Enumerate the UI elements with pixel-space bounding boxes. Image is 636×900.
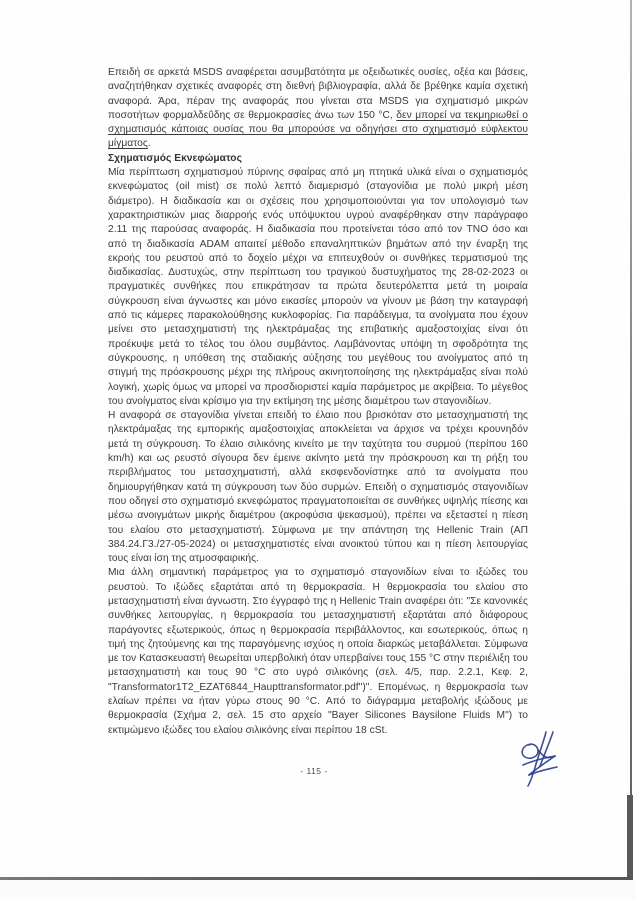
- paragraph-viscosity-temperature: Μια άλλη σημαντική παράμετρος για το σχηματισμό σταγονιδίων είναι το ιξώδες του ρευστού. Το ιξώδες εξαρτάται από τη θερμοκρασία. Η θερμοκρασία του ελαίου στο μετασχηματιστή είναι άγνωστη. Στο έγγραφό της η Hellenic Train αναφέρει ότι: "Σε κανονικές συνθήκες λειτουργίας, η θερμοκρασία του μετασχηματιστή εξαρτάται από διάφορους παράγοντες εξωτερικούς, όπως η θερμοκρασία περιβάλλοντος, και εσωτερικούς, όπως η τιμή της ζητούμενης και της παραγόμενης ισχύος η οποία διαρκώς μεταβάλλεται. Σύμφωνα με τον Κατασκευαστή θεωρείται υπερβολική όταν υπερβαίνει τους 155 °C στην περιέλιξη του μετασχηματιστή και τους 90 °C στο υγρό σιλικόνης (σελ. 4/5, παρ. 2.2.1, Κεφ. 2, "Transformator1T2_EZAT6844_Haupttransformator.pdf")". Επομένως, η θερμοκρασία των ελαίων πρέπει να ήταν γύρω στους 90 °C. Από το διάγραμμα μεταβολής ιξώδους με θερμοκρασία (Σχήμα 2, σελ. 15 στο αρχείο "Bayer Silicones Baysilone Fluids M") το εκτιμώμενο ιξώδες του ελαίου σιλικόνης είναι περίπου 18 cSt.: [108, 567, 528, 736]
- paragraph-oil-mist-formation: Μία περίπτωση σχηματισμού πύρινης σφαίρας από μη πτητικά υλικά είναι ο σχηματισμός εκνεφώματος (oil mist) σε πολύ λεπτό διαμερισμό (σταγονίδια με πολύ μικρή μέση διάμετρο). Η διαδικασία και οι σχέσεις που χρησιμοποιούνται για τον υπολογισμό των χαρακτηριστικών μιας διαρροής ενός υπόψυκτου υγρού αναφέρθηκαν στην παράγραφο 2.11 της παρούσας αναφοράς. Η διαδικασία που προτείνεται τόσο από τον TNO όσο και από τη διαδικασία ADAM απαιτεί μέθοδο επαναληπτικών βημάτων από την έναρξη της εκροής του ρευστού από το δοχείο μέχρι να επιτευχθούν οι συνθήκες τερματισμού της διαδικασίας. Δυστυχώς, στην περίπτωση του τραγικού δυστυχήματος της 28-02-2023 οι πραγματικές συνθήκες που επικράτησαν τα πρώτα δευτερόλεπτα μετά τη μοιραία σύγκρουση είναι άγνωστες και μόνο εικασίες μπορούν να γίνουν με βάση την καταγραφή από τις κάμερες παρακολούθησης κυκλοφορίας. Για παράδειγμα, τα ανοίγματα που έχουν μείνει στο μετασχηματιστή της ηλεκτράμαξας της επιβατικής αμαξοστοιχίας είναι ότι προέκυψε μετά το τέλος του όλου συμβάντος. Λαμβάνοντας υπόψη τη σφοδρότητα της σύγκρουσης, η υπόθεση της σταδιακής αύξησης του μεγέθους του ανοίγματος από τη στιγμή της πρόσκρουσης μέχρι της πλήρους ακινητοποίησης της ηλεκτράμαξας είναι πολύ λογική, χωρίς όμως να μπορεί να προσδιοριστεί καμία παράμετρος με ακρίβεια. Το μέγεθος του ανοίγματος είναι κρίσιμο για την εκτίμηση της μέσης διαμέτρου των σταγονιδίων.: [108, 167, 528, 407]
- paragraph-msds-underlined-claim: δεν μπορεί να τεκμηριωθεί ο σχηματισμός κάποιας ουσίας που θα μπορούσε να οδηγήσει στο σχηματισμό εύφλεκτου μίγματος: [108, 109, 529, 150]
- page-number: - 115 -: [300, 766, 328, 776]
- signature-stroke: [540, 732, 553, 766]
- paragraph-msds-period: .: [147, 138, 151, 150]
- scan-edge-right-shadow: [627, 795, 633, 878]
- signature-stroke: [522, 744, 538, 758]
- document-body: [108, 66, 528, 738]
- signature-ink: [512, 731, 566, 787]
- paragraph-msds-text: Επειδή σε αρκετά MSDS αναφέρεται ασυμβατότητα με οξειδωτικές ουσίες, οξέα και βάσεις, αναζητήθηκαν σχετικές αναφορές στη διεθνή βιβλιογραφία, αλλά δε βρέθηκε καμία σχετική αναφορά. Άρα, πέραν της αναφοράς που γίνεται στα MSDS για σχηματισμό μικρών ποσοτήτων φορμαλδεΰδης σε θερμοκρασίες άνω των 150 °C,: [108, 67, 528, 121]
- section-heading-oil-mist: Σχηματισμός Εκνεφώματος: [108, 152, 242, 164]
- paragraph-msds: [108, 66, 528, 152]
- paragraph-droplets-pressure: Η αναφορά σε σταγονίδια γίνεται επειδή το έλαιο που βρισκόταν στο μετασχηματιστή της ηλεκτράμαξας της εμπορικής αμαξοστοιχίας αποκλείεται να άρχισε να τρέχει κρουνηδόν μετά τη σύγκρουση. Το έλαιο σιλικόνης κινείτο με την ταχύτητα του συρμού (περίπου 160 km/h) και ως ρευστό σίγουρα δεν έμεινε ακίνητο μετά την πρόσκρουση και τη ρήξη του περιβλήματος του μετασχηματιστή, αλλά εκσφενδονίστηκε από τα ανοίγματα που δημιουργήθηκαν κατά τη σύγκρουση των δύο συρμών. Επειδή ο σχηματισμός σταγονιδίων που οδηγεί στο σχηματισμό εκνεφώματος πραγματοποιείται σε συνθήκες υψηλής πίεσης και μέσω ανοιγμάτων μικρής διαμέτρου (ακροφύσια ψεκασμού), πρέπει να εξεταστεί η πίεση του ελαίου στο μετασχηματιστή. Σύμφωνα με την απάντηση της Hellenic Train (ΑΠ 384.24.Γ3./27-05-2024) οι μετασχηματιστές είναι ανοικτού τύπου και η πίεση λειτουργίας τους είναι ίση της ατμοσφαιρικής.: [108, 410, 528, 565]
- scan-edge-right: [630, 0, 632, 878]
- scan-margin-below: [0, 880, 636, 900]
